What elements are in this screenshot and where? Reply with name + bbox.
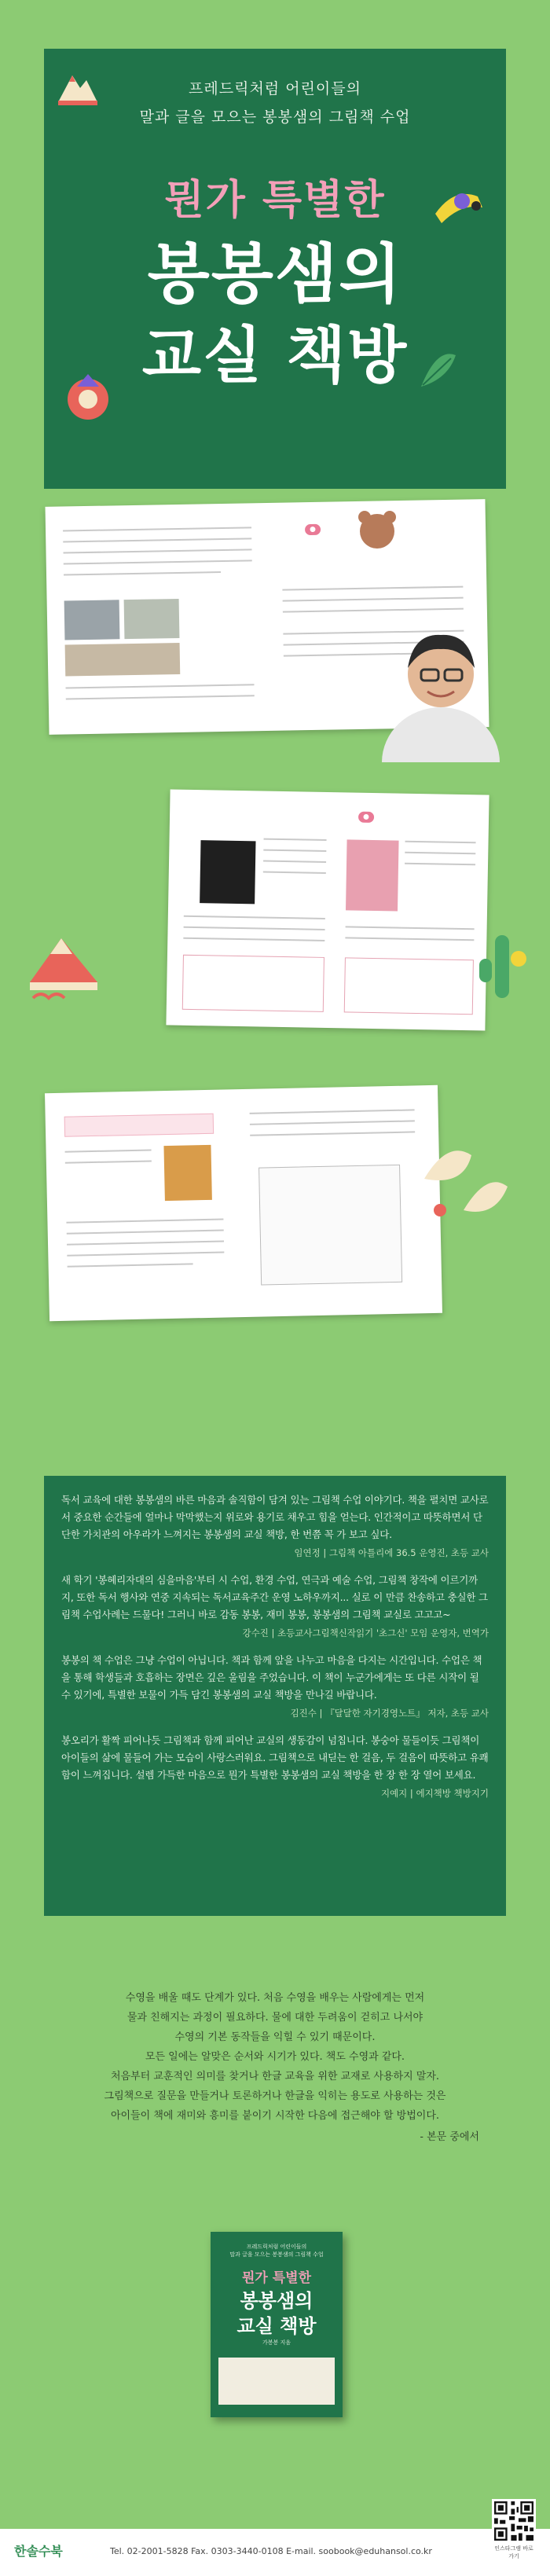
excerpt-line: 물과 친해지는 과정이 필요하다. 물에 대한 두려움이 걷히고 나서야 (126, 2012, 424, 2024)
author-portrait (382, 613, 500, 762)
book-subtitle-line2: 말과 글을 모으는 봉봉샘의 그림책 수업 (229, 2251, 324, 2258)
body-excerpt (71, 1988, 479, 2147)
review-author: 강수진 | 초등교사그림책신작읽기 '초그신' 모임 운영자, 번역가 (242, 1627, 489, 1638)
footer (0, 2529, 550, 2576)
review-item (61, 1652, 489, 1721)
review-text: 새 학기 '봉혜리자대의 심을마음'부터 시 수업, 환경 수업, 연극과 예술 수업, 그림책 창작에 이르기까지, 또한 독서 행사와 연중 지속되는 독서교육주간 운영 노하우까지... 실로 이 만큼 찬송하고 충실한 그림책 수업사례는 드물다! 그러니 바로 감동 봉봉, 재미 봉봉, 봉봉샘의 그림책 교실로 고고고~ (61, 1574, 488, 1620)
book-cover (211, 2232, 343, 2417)
leaf-illustration (413, 347, 460, 394)
book-cover-illustration (218, 2358, 335, 2405)
review-text: 봉오리가 활짝 피어나듯 그림책과 함께 피어난 교실의 생동감이 넘칩니다. 봉숭아 물들이듯 그림책이 아이들의 삶에 물들어 가는 모습이 사랑스러워요. 그림책으로 내딛는 한 걸음, 두 걸음이 따뜻하고 유쾌함이 느껴집니다. 설렘 가득한 마음으로 뭔가 특별한 봉봉샘의 교실 책방을 한 장 한 장 열어 보세요. (61, 1734, 489, 1781)
hero-subtitle-line1: 프레드릭처럼 어린이들의 (189, 80, 361, 97)
review-author: 지예지 | 에지책방 책방지기 (380, 1788, 489, 1799)
excerpt-line: 그림책으로 질문을 만들거나 토론하거나 한글을 익히는 용도로 사용하는 것은 (104, 2090, 446, 2102)
flower-illustration (57, 371, 119, 426)
excerpt-line: 수영을 배울 때도 단계가 있다. 처음 수영을 배우는 사람에게는 먼저 (125, 1992, 425, 2004)
hero-cover (44, 49, 506, 489)
hero-title-line2: 봉봉샘의 (147, 237, 403, 312)
review-item (61, 1492, 489, 1561)
worksheet-image (258, 1165, 402, 1286)
reviews-panel (44, 1476, 506, 1916)
excerpt-line: 수영의 기본 동작들을 익힐 수 있기 때문이다. (174, 2031, 376, 2043)
hero-subtitle-line2: 말과 글을 모으는 봉봉샘의 그림책 수업 (139, 108, 411, 126)
bear-illustration (354, 508, 401, 552)
book-cover-image (200, 840, 255, 904)
book-subtitle-line1: 프레드릭처럼 어린이들의 (246, 2244, 307, 2250)
qr-label: 인스타그램 바로가기 (494, 2545, 534, 2559)
note-box (344, 957, 474, 1015)
contact-info: Tel. 02-2001-5828 Fax. 0303-3440-0108 E-mail. soobook@eduhansol.co.kr (110, 2546, 432, 2556)
excerpt-source: - 본문 중에서 (420, 2131, 479, 2143)
review-item (61, 1732, 489, 1801)
preview-spread-2 (166, 789, 489, 1030)
preview-spread-3 (45, 1085, 442, 1321)
leaf-pattern-illustration (416, 1132, 511, 1226)
book-title-line2: 봉봉샘의 (240, 2290, 314, 2312)
note-box (182, 955, 324, 1012)
hero-title-line1: 뭔가 특별한 (164, 177, 386, 224)
qr-code-icon[interactable] (492, 2499, 536, 2543)
picture-book-image (346, 839, 399, 911)
review-item (61, 1572, 489, 1641)
book-title-line3: 교실 책방 (236, 2315, 317, 2337)
classroom-photo (65, 643, 181, 677)
classroom-photo (124, 599, 180, 639)
flag-illustration (431, 182, 493, 229)
excerpt-line: 아이들이 책에 재미와 흥미를 붙이기 시작한 다음에 접근해야 할 방법이다. (110, 2110, 440, 2122)
publisher-logo: 한솔수북 (14, 2544, 63, 2559)
mountain-illustration (55, 68, 101, 107)
section-header (64, 1114, 214, 1137)
excerpt-line: 모든 일에는 알맞은 순서와 시기가 있다. 책도 수영과 같다. (145, 2051, 405, 2063)
book-author: 가봉봉 지음 (262, 2339, 292, 2346)
chapter-tag: ● (305, 524, 321, 535)
review-text: 봉봉의 책 수업은 그냥 수업이 아닙니다. 책과 함께 앞을 나누고 마음을 다지는 시간입니다. 수업은 책을 통해 학생들과 호흡하는 장면은 깊은 울림을 주었습니다. 이 책이 누군가에게는 또 다른 시작이 될 수 있기에, 특별한 보물이 가득 담긴 봉봉샘의 교실 책방을 만나길 바랍니다. (61, 1654, 482, 1701)
book-title-line1: 뭔가 특별한 (241, 2270, 312, 2286)
excerpt-line: 처음부터 교훈적인 의미를 찾거나 한글 교육을 위한 교재로 사용하지 말자. (110, 2071, 440, 2082)
hero-title-line3: 교실 책방 (141, 321, 409, 391)
classroom-photo (64, 600, 120, 640)
cactus-illustration (471, 927, 534, 1006)
chapter-tag: ● (358, 812, 374, 823)
mountain-illustration (22, 927, 108, 1006)
review-author: 임연정 | 그림책 아틀리에 36.5 운영진, 초등 교사 (294, 1547, 489, 1558)
review-text: 독서 교육에 대한 봉봉샘의 바른 마음과 솔직함이 담겨 있는 그림책 수업 이야기다. 책을 펼치면 교사로서 중요한 순간들에 얼마나 막막했는지 위로와 용기로 채우고 힘을 얻는다. 인간적이고 따뜻하면서 단단한 가치관의 아우라가 느껴지는 봉봉샘의 교실 책방, 한 번쯤 꼭 가 보고 싶다. (61, 1494, 489, 1540)
book-cover-image (163, 1145, 211, 1201)
review-author: 김진수 | 『달달한 자기경영노트』 저자, 초등 교사 (290, 1708, 489, 1719)
